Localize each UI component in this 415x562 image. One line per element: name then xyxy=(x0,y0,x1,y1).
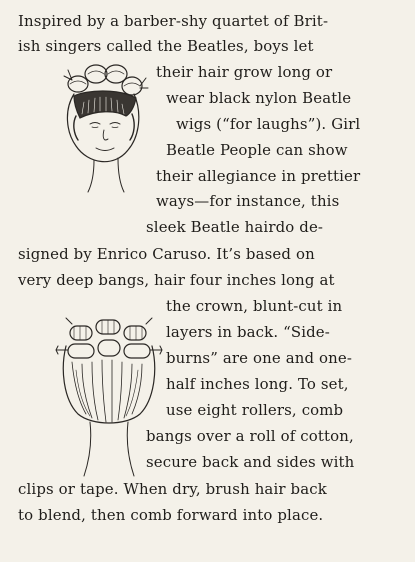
hairdo-back-view-sketch xyxy=(52,310,166,480)
article-line-4: wear black nylon Beatle xyxy=(166,89,352,107)
article-line-7: their allegiance in prettier xyxy=(156,167,361,185)
article-line-8: ways—for instance, this xyxy=(156,192,340,210)
article-line-20: to blend, then comb forward into place. xyxy=(18,506,324,524)
article-line-17: bangs over a roll of cotton, xyxy=(146,427,354,445)
article-line-12: the crown, blunt-cut in xyxy=(166,297,343,315)
article-line-5: wigs (“for laughs”). Girl xyxy=(176,115,361,133)
article-line-11: very deep bangs, hair four inches long at xyxy=(18,271,335,289)
article-line-10: signed by Enrico Caruso. It’s based on xyxy=(18,245,315,263)
article-line-3: their hair grow long or xyxy=(156,63,333,81)
article-line-15: half inches long. To set, xyxy=(166,375,349,393)
article-line-6: Beatle People can show xyxy=(166,141,348,159)
article-line-2: ish singers called the Beatles, boys let xyxy=(18,37,314,55)
article-line-18: secure back and sides with xyxy=(146,453,355,471)
article-line-13: layers in back. “Side- xyxy=(166,323,330,341)
article-line-19: clips or tape. When dry, brush hair back xyxy=(18,480,327,498)
article-line-1: Inspired by a barber-shy quartet of Brit- xyxy=(18,12,329,30)
article-line-16: use eight rollers, comb xyxy=(166,401,344,419)
hairdo-front-view-sketch xyxy=(56,58,156,198)
article-line-14: burns” are one and one- xyxy=(166,349,353,367)
article-line-9: sleek Beatle hairdo de- xyxy=(146,218,324,236)
